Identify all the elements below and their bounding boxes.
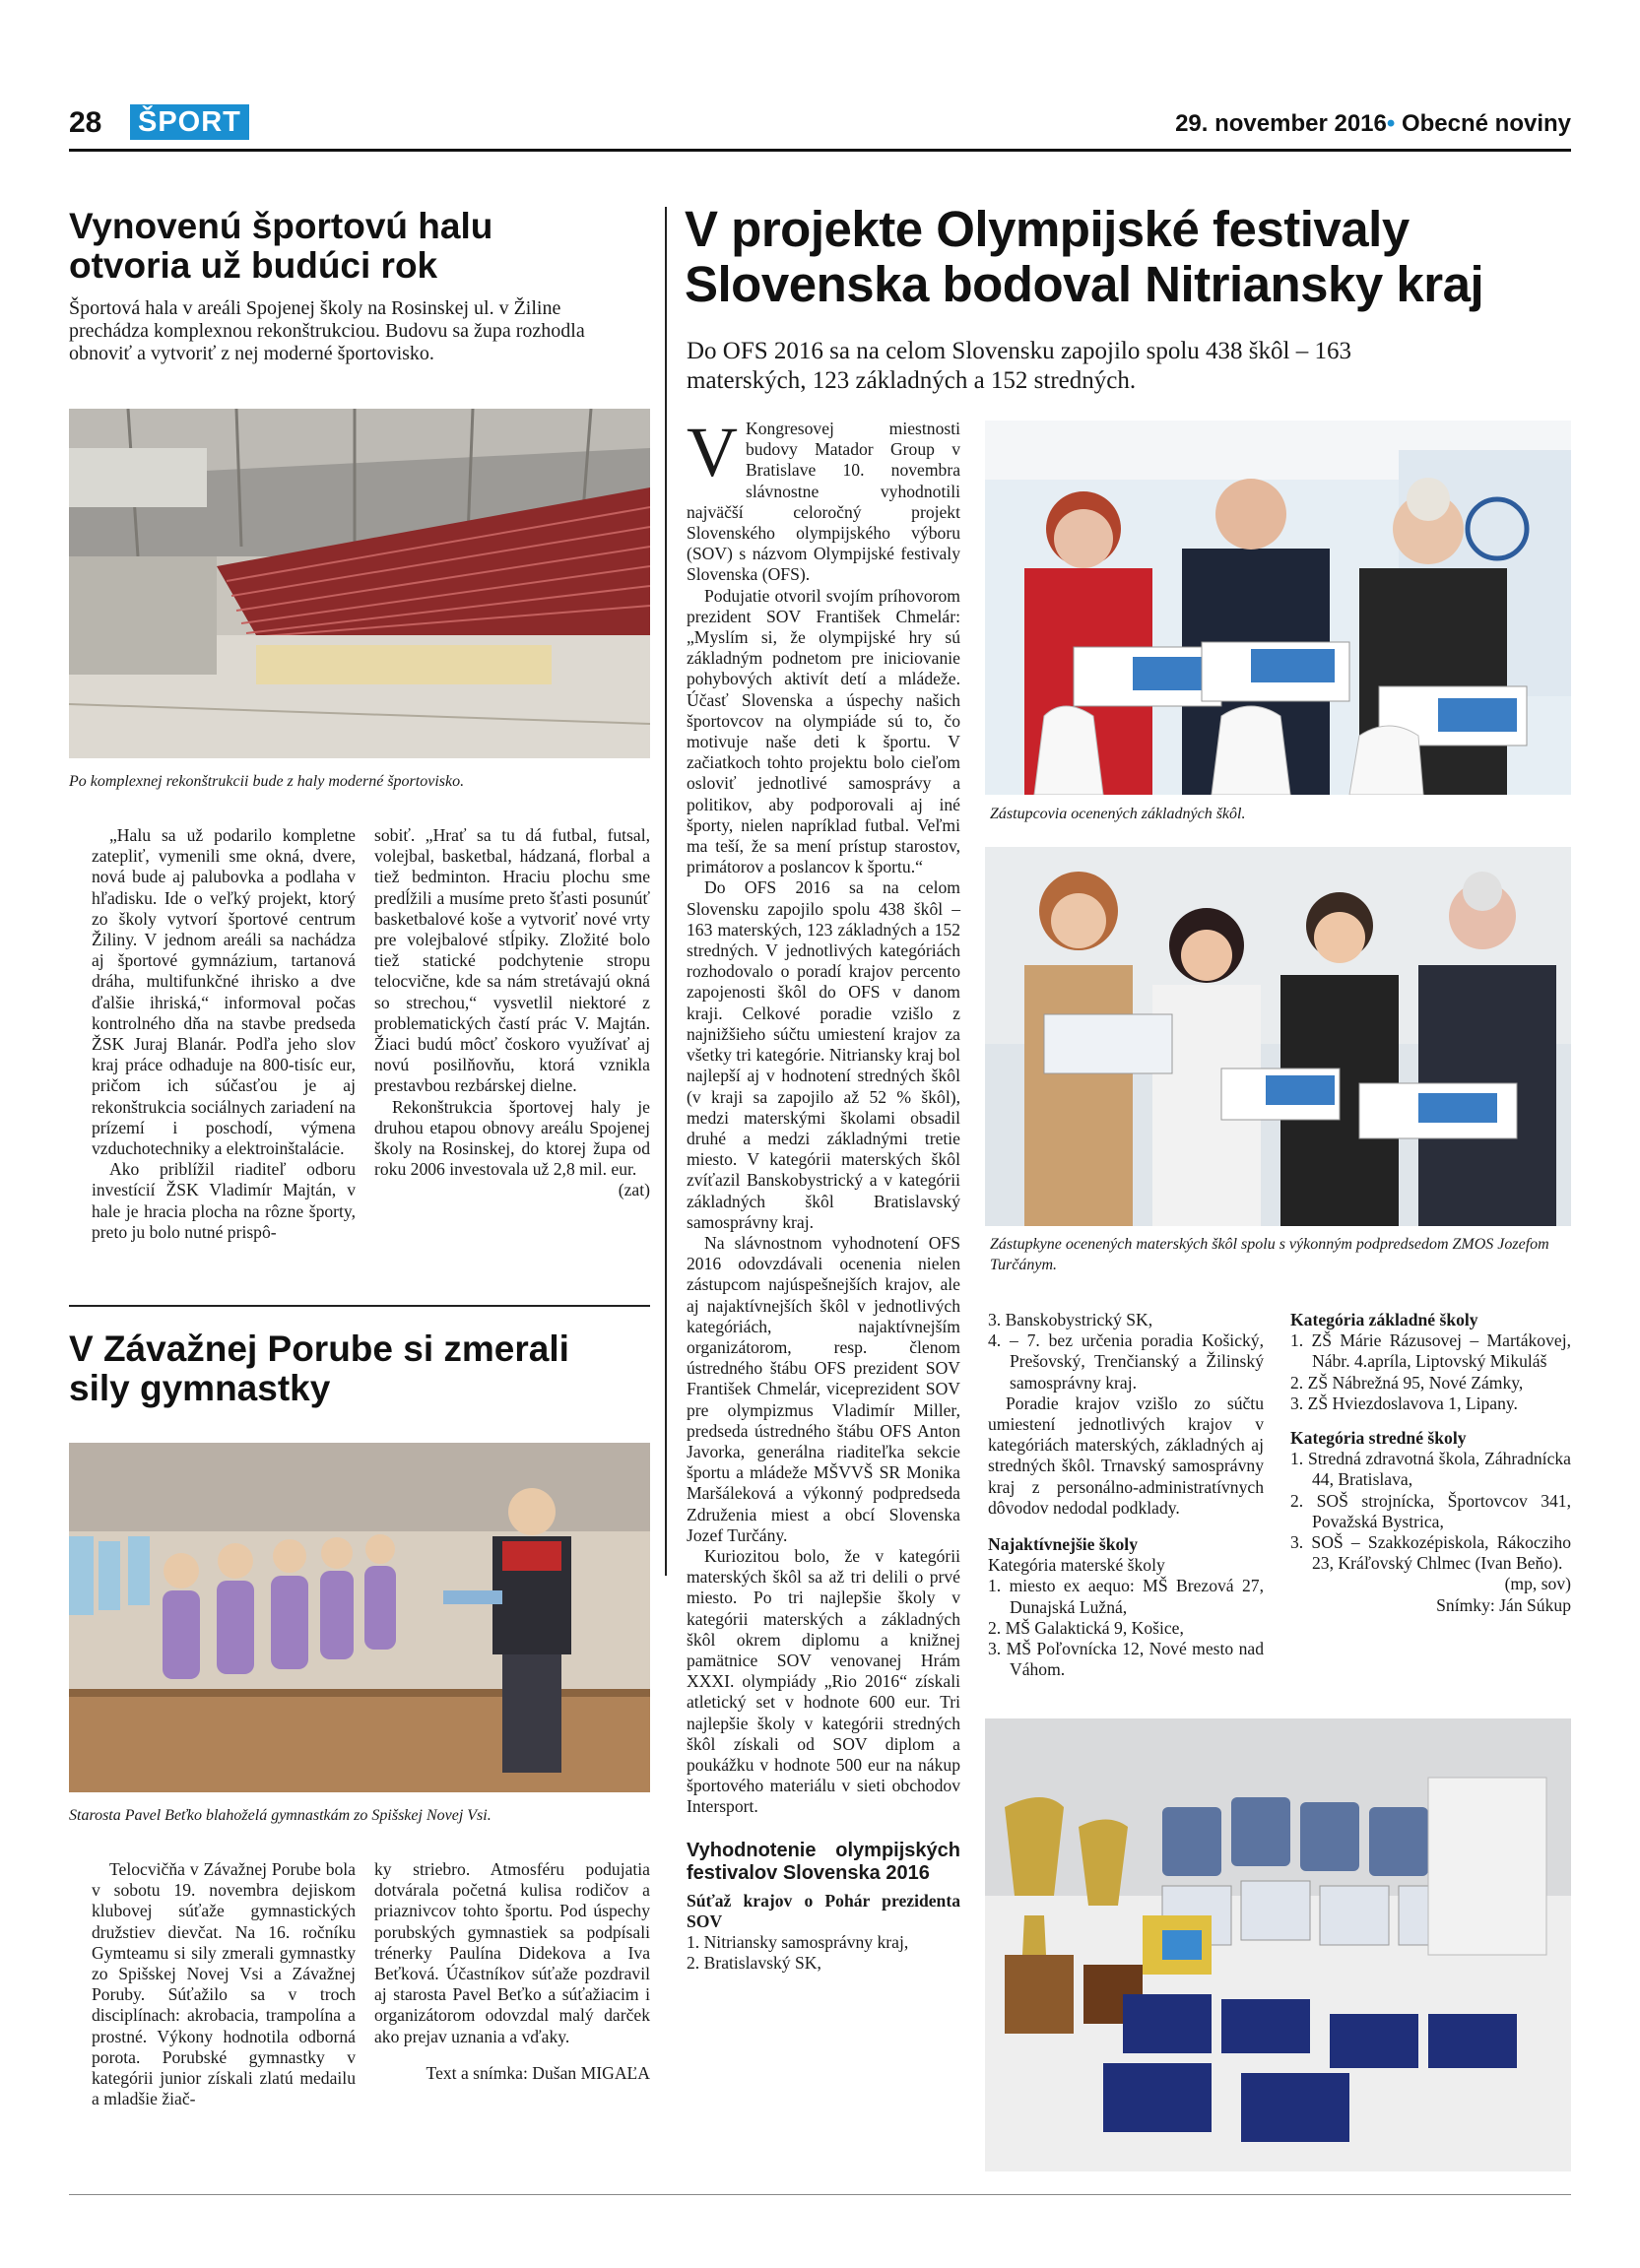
ofs-headline-line-1: V projekte Olympijské festivaly [685, 201, 1410, 257]
hall-headline-line-2: otvoria už budúci rok [69, 245, 438, 286]
cup-item: 1. Nitriansky samosprávny kraj, [687, 1932, 909, 1953]
ofs-paragraph: Na slávnostnom vyhodnotení OFS 2016 odovzdávali ocenenia nielen zástupcom najúspešnejších krajov, ale aj najaktívnejších škôl v jednotlivých kategóriách, najaktívnejším organizátorom, resp. členom ústredného štábu OFS prezident SOV František Chmelár, viceprezident SOV pre olympizmus Vladimír Miller, predseda ústredného štábu OFS Anton Javorka, generálna riaditeľka sekcie športu a mládeže MŠVVŠ SR Monika Maršáleková a výkonný podpredseda Združenia miest a obcí Slovenska Jozef Turčány. [687, 1232, 960, 1545]
footer-rule [69, 2194, 1571, 2195]
ofs-text-col [687, 413, 960, 1974]
page-number: 28 [69, 106, 102, 139]
date-text: 29. november 2016 [1175, 110, 1387, 137]
hall-paragraph: „Halu sa už podarilo kompletne zatepliť, vymenili sme okná, dvere, nová bude aj palubovka a podlaha v hľadisku. Ide o veľký projekt, ktorý zo školy vytvorí športové centrum Žiliny. V jednom areáli sa nachádza aj športové gymnázium, tartanová dráha, multifunkčné ihrisko a dve ďalšie ihriská,“ informoval počas kontrolného dňa na stavbe predseda ŽSK Juraj Blanár. Podľa jeho slov kraj práce odhaduje na 800-tisíc eur, pričom ich súčasťou je aj rekonštrukcia sociálnych zariadení na prízemí i poschodí, výmena vzduchotechniky a elektroinštalácie. [92, 825, 356, 1159]
hall-paragraph: Rekonštrukcia športovej haly je druhou etapou obnovy areálu Spojenej školy na Rosinskej, do ktorej župa od roku 2006 investovala už 2,8 mil. eur. [374, 1096, 650, 1180]
primary-item: 3. ZŠ Hviezdoslavova 1, Lipany. [1290, 1393, 1518, 1413]
basic-schools-caption: Zástupcovia ocenených základných škôl. [990, 806, 1246, 822]
basic-schools-photo [985, 421, 1571, 795]
gym-caption: Starosta Pavel Beťko blahoželá gymnastkám zo Spišskej Novej Vsi. [69, 1807, 492, 1824]
ofs-paragraph: Kongresovej miestnosti budovy Matador Group v Bratislave 10. novembra slávnostne vyhodnotili najväčší celoročný projekt Slovenského olympijského výboru (SOV) s názvom Olympijské festivaly Slovenska (OFS). [687, 419, 960, 585]
kindergarten-item: 3. MŠ Poľovnícka 12, Nové mesto nad Váhom. [988, 1639, 1264, 1680]
primary-item: 1. ZŠ Márie Rázusovej – Martákovej, Nábr. 4.apríla, Liptovský Mikuláš [1290, 1330, 1571, 1372]
gym-signature: Text a snímka: Dušan MIGAĽA [426, 2062, 650, 2083]
primary-item: 2. ZŠ Nábrežná 95, Nové Zámky, [1290, 1372, 1524, 1393]
gym-headline-line-1: V Závažnej Porube si zmerali [69, 1328, 569, 1369]
ofs-list-col-2 [1290, 1310, 1571, 1616]
column-divider [665, 207, 667, 1576]
hall-photo [69, 409, 650, 758]
gym-col-1 [92, 1859, 356, 2109]
hall-paragraph: sobiť. „Hrať sa tu dá futbal, futsal, volejbal, basketbal, hádzaná, florbal a tiež bedminton. Hraciu plochu sme predĺžili a musíme preto šťasti posunúť basketbalové koše a vytvoriť nové vrty pre volejbalové stĺpiky. Zložité bolo tiež statické podchytenie stropu telocvične, kde sa nám stretávajú okná so strechou,“ vysvetlil niektoré z problematických častí prác V. Majtán. Žiaci budú môcť čoskoro využívať aj novú posilňovňu, ktorá vznikla prestavbou rezbárskej dielne. [374, 825, 650, 1096]
cup-item: 2. Bratislavský SK, [687, 1953, 821, 1974]
publication-name: Obecné noviny [1401, 110, 1571, 137]
ofs-signature-2: Snímky: Ján Súkup [1436, 1594, 1571, 1615]
issue-date [1175, 110, 1571, 138]
ofs-headline [685, 202, 1571, 312]
separator-dot: • [1386, 110, 1396, 137]
secondary-item: 2. SOŠ strojnícka, Športovcov 341, Považská Bystrica, [1290, 1490, 1571, 1531]
cup-item: 4. – 7. bez určenia poradia Košický, Prešovský, Trenčianský a Žilinský samosprávny kraj. [988, 1330, 1264, 1393]
gym-paragraph: ky striebro. Atmosféru podujatia dotvárala početná kulisa rodičov a priaznivcov tohto športu. Pod úspechy porubských gymnastiek sa podpísali trénerky Paulína Didekova a Iva Beťková. Účastníkov súťaže pozdravil aj starosta Pavel Beťko a súťažiacim i organizátorom odovzdal malý darček ako prejav uznania a vďaky. [374, 1859, 650, 2046]
cup-item: 3. Banskobystrický SK, [988, 1310, 1153, 1329]
dropcap: V [687, 413, 738, 491]
hall-headline-line-1: Vynovenú športovú halu [69, 206, 493, 246]
hall-headline [69, 207, 650, 286]
hall-col-2 [374, 825, 650, 1201]
hall-caption: Po komplexnej rekonštrukcii bude z haly moderné športovisko. [69, 773, 465, 790]
kindergarten-item: 1. miesto ex aequo: MŠ Brezová 27, Dunajská Lužná, [988, 1576, 1264, 1617]
kindergarten-item: 2. MŠ Galaktická 9, Košice, [988, 1617, 1184, 1638]
ofs-signature-1: (mp, sov) [1504, 1574, 1571, 1594]
secondary-title: Kategória stredné školy [1290, 1428, 1467, 1449]
ofs-headline-line-2: Slovenska bodoval Nitriansky kraj [685, 256, 1484, 312]
ofs-paragraph: Kuriozitou bolo, že v kategórii materských škôl sa až tri delili o prvé miesto. Po tri najlepšie školy v kategórii materských a základných škôl okrem diplomu a knižnej pamätnice SOV venovanej Hrám XXXI. olympiády „Rio 2016“ získali atletický set v hodnote 600 eur. Tri najlepšie školy v kategórii stredných škôl získali od SOV diplom a poukážku v hodnote 500 eur na nákup športového materiálu v sieti obchodov Intersport. [687, 1545, 960, 1817]
primary-title: Kategória základné školy [1290, 1310, 1478, 1329]
hall-signature: (zat) [618, 1180, 650, 1200]
cup-title: Súťaž krajov o Pohár prezidenta SOV [687, 1890, 960, 1931]
secondary-item: 1. Stredná zdravotná škola, Záhradnícka 44, Bratislava, [1290, 1449, 1571, 1490]
kindergartens-caption: Zástupkyne ocenených materských škôl spolu s výkonným podpredsedom ZMOS Jozefom Turčánym. [990, 1236, 1549, 1273]
secondary-item: 3. SOŠ – Szakkozépiskola, Rákocziho 23, Kráľovský Chlmec (Ivan Beňo). [1290, 1532, 1571, 1574]
ofs-paragraph: Poradie krajov vzišlo zo súčtu umiestení jednotlivých krajov v kategóriách materských, základných aj stredných škôl. Trnavský samosprávny kraj z personálno-administratívnych dôvodov nedodal podklady. [988, 1393, 1264, 1518]
ofs-list-col-1 [988, 1310, 1264, 1680]
header-rule [69, 149, 1571, 152]
hall-lead: Športová hala v areáli Spojenej školy na Rosinskej ul. v Žiline prechádza komplexnou rekonštrukciou. Budovu sa župa rozhodla obnoviť a vytvoriť z nej moderné športovisko. [69, 297, 585, 364]
hall-col-1 [92, 825, 356, 1243]
gym-headline [69, 1329, 660, 1408]
kindergarten-title: Kategória materské školy [988, 1555, 1165, 1576]
gym-paragraph: Telocvičňa v Závažnej Porube bola v sobotu 19. novembra dejiskom klubovej súťaže gymnastických družstiev dievčat. Na 16. ročníku Gymteamu si sily zmerali gymnastky zo Spišskej Novej Vsi a Závažnej Poruby. Súťažilo sa v troch disciplínach: akrobacia, trampolína a prostné. Výkony hodnotila odborná porota. Porubské gymnastky v kategórii junior získali zlatú medailu a mladšie žiač- [92, 1859, 356, 2109]
ofs-paragraph: Do OFS 2016 sa na celom Slovensku zapojilo spolu 438 škôl – 163 materských, 123 základných a 152 stredných. V jednotlivých kategóriách rozhodovalo o poradí krajov percento zapojenosti škôl do OFS v danom kraji. Celkové poradie vzišlo z najnižšieho súčtu umiestení krajov za všetky tri kategórie. Nitriansky kraj bol najlepší aj v hodnotení stredných škôl (v kraji sa zapojilo až 52 % škôl), medzi materskými školami obsadil druhé a medzi základnými tretie miesto. V kategórii materských škôl zvíťazil Banskobystrický a v kategórii základných škôl Bratislavský samosprávny kraj. [687, 877, 960, 1232]
kindergartens-photo [985, 847, 1571, 1226]
active-title: Najaktívnejšie školy [988, 1534, 1138, 1555]
gym-headline-line-2: sily gymnastky [69, 1368, 331, 1408]
article-divider [69, 1305, 650, 1307]
trophies-photo [985, 1718, 1571, 2171]
hall-paragraph: Ako priblížil riaditeľ odboru investícií ŽSK Vladimír Majtán, v hale je hracia plocha na rôzne športy, preto ju bolo nutné prispô- [92, 1159, 356, 1242]
ofs-subhead: Vyhodnotenie olympijských festivalov Slovenska 2016 [687, 1839, 960, 1884]
section-label: ŠPORT [130, 104, 249, 140]
ofs-paragraph: Podujatie otvoril svojím príhovorom prezident SOV František Chmelár: „Myslím si, že olympijské hry sú základným podnetom pre iniciovanie pohybových aktivít detí a mládeže. Účasť Slovenska a úspechy našich športovcov na olympiáde sú to, čo motivuje naše deti k športu. V začiatkoch tohto projektu bolo cieľom osloviť jednotlivé samosprávy a politikov, aby podporovali aj iné športy, nielen napríklad futbal. Veľmi ma teší, že sa mení prístup starostov, primátorov a poslancov k športu.“ [687, 585, 960, 877]
ofs-lead: Do OFS 2016 sa na celom Slovensku zapojilo spolu 438 škôl – 163 materských, 123 základných a 152 stredných. [687, 338, 1351, 394]
gym-photo [69, 1443, 650, 1792]
gym-col-2 [374, 1859, 650, 2084]
